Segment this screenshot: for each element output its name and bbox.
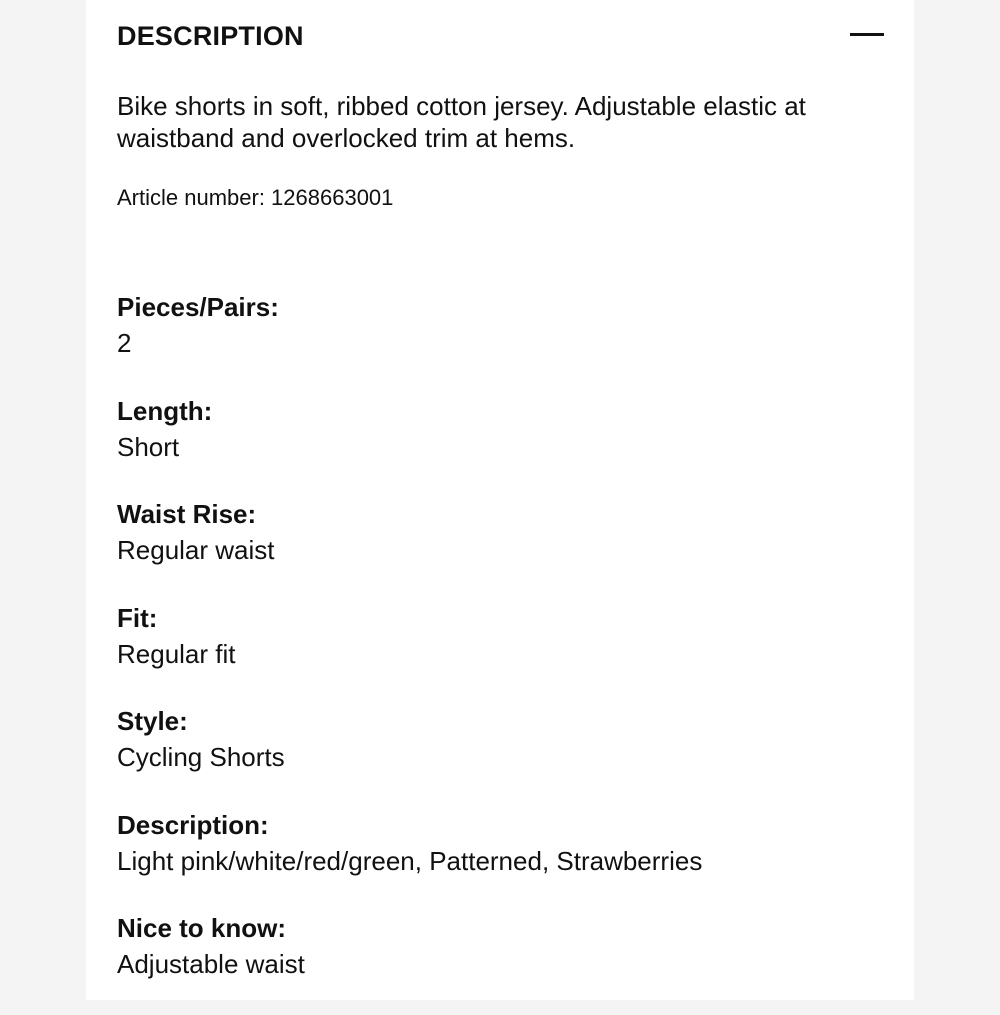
attribute-label: Description: — [117, 809, 269, 840]
attribute-label: Pieces/Pairs: — [117, 292, 279, 322]
attribute-fit — [117, 601, 887, 705]
description-panel — [86, 0, 914, 1000]
attribute-description — [117, 808, 887, 912]
attribute-waist-rise — [117, 497, 887, 601]
attribute-label: Style: — [117, 706, 188, 736]
attribute-value: 2 — [117, 328, 132, 358]
attribute-label: Nice to know: — [117, 913, 287, 943]
minus-icon-bar — [850, 33, 884, 36]
attribute-value: Light pink/white/red/green, Patterned, Strawberries — [117, 845, 703, 876]
attribute-style — [117, 704, 887, 808]
attribute-label: Length: — [117, 395, 213, 426]
minus-icon[interactable] — [850, 16, 884, 52]
accordion-header[interactable] — [117, 16, 884, 56]
attribute-value: Regular fit — [117, 638, 236, 669]
attribute-list — [117, 290, 887, 1015]
attribute-value: Adjustable waist — [117, 949, 305, 979]
attribute-pieces-pairs — [117, 290, 887, 394]
attribute-length — [117, 394, 887, 498]
attribute-value: Regular waist — [117, 535, 275, 565]
section-title: DESCRIPTION — [117, 21, 304, 51]
attribute-label: Fit: — [117, 602, 158, 633]
product-summary: Bike shorts in soft, ribbed cotton jersey. Adjustable elastic at waistband and overlocked trim at hems. — [117, 91, 806, 153]
attribute-nice-to-know — [117, 911, 887, 1015]
attribute-label: Waist Rise: — [117, 499, 257, 529]
attribute-value: Cycling Shorts — [117, 742, 285, 772]
article-number: Article number: 1268663001 — [117, 185, 394, 210]
attribute-value: Short — [117, 431, 180, 462]
